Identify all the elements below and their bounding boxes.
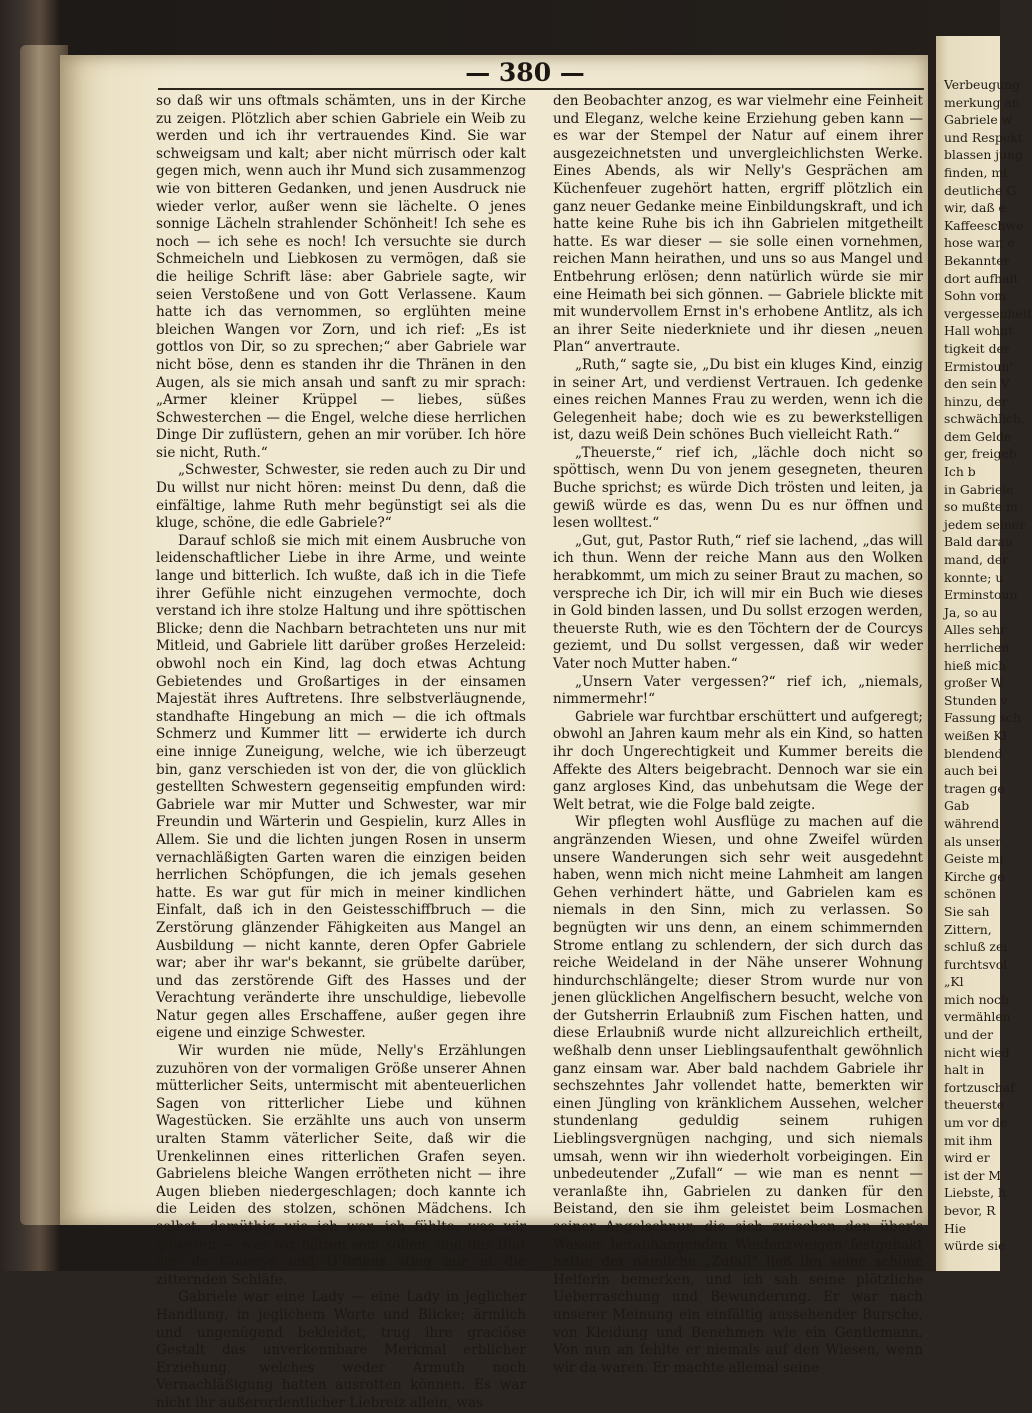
next-page-line: und der xyxy=(944,1027,994,1043)
next-page-line: mich noch xyxy=(944,991,1009,1007)
next-page-line: um vor de xyxy=(944,1115,1008,1131)
next-page-line: Hie xyxy=(944,1220,967,1236)
paragraph: Gabriele war eine Lady — eine Lady in jeglicher Handlung, in jeglichem Worte und Blicke; ärmlich und ungenügend bekleidet, trug ihre graciöse Gestalt das unverkennbare Merkmal erblicher Erziehung, welches weder Armuth noch Vernachläßigung hatten ausrotten können. Es war nicht ihr außerordentlicher Liebreiz allein, was xyxy=(156,1289,526,1411)
next-page-line: tigkeit der xyxy=(944,340,1010,356)
next-page-line: während xyxy=(944,815,1000,831)
next-page-line: Ermistoun' xyxy=(944,358,1013,374)
next-page-line: Liebste, h xyxy=(944,1185,1006,1201)
next-page-line: Zittern, xyxy=(944,921,992,937)
next-page-line: schwächlich, xyxy=(944,411,1025,427)
next-page-line: mand, der xyxy=(944,552,1009,568)
next-page-line: merkung an xyxy=(944,94,1020,110)
next-page-line: vermählen xyxy=(944,1009,1011,1025)
next-page-line: bevor, R xyxy=(944,1203,996,1218)
paragraph: so daß wir uns oftmals schämten, uns in der Kirche zu zeigen. Plötzlich aber schien Gabriele ein Weib zu werden und ich ihr vertrauendes Kind. Sie war schweigsam und kalt; aber nicht mürrisch oder kalt gegen mich, wenn auch ihr Mund sich zusammenzog wie von bitteren Gedanken, und jenen Ausdruck nie wieder verlor, außer wenn sie lächelte. O jenes sonnige Lächeln strahlender Schönheit! Ich sehe es noch — ich sehe es noch! Ich versuchte sie durch Schmeicheln und Liebkosen zu vermögen, daß sie die heilige Schrift läse: aber Gabriele sagte, wir seien Verstoßene und von Gott Verlassene. Kaum hatte ich das vernommen, so erglühten meine bleichen Wangen vor Zorn, und ich rief: „Es ist gottlos von Dir, so zu sprechen;“ aber Gabriele war nicht böse, denn es standen ihr die Thränen in den Augen, als sie mich ansah und sanft zu mir sprach: „Armer kleiner Krüppel — liebes, süßes Schwesterchen — die Engel, welche diese herrlichen Dinge Dir zuflüstern, gehen an mir vorüber. Ich höre sie nicht, Ruth.“ xyxy=(156,93,526,461)
next-page-line: Verbeugung xyxy=(944,77,1021,92)
paragraph: Gabriele war furchtbar erschüttert und aufgeregt; obwohl an Jahren kaum mehr als ein Kind, so hatten ihr doch Ungerechtigkeit und Kummer bereits die Affekte des Alters beigebracht. Dennoch war sie ein ganz argloses Kind, das unbehutsam die Wege der Welt betrat, wie die Folge bald zeigte. xyxy=(553,708,923,813)
next-page-line: finden, mi xyxy=(944,164,1008,180)
next-page-line: hieß mich xyxy=(944,657,1007,673)
next-page-line: theuerste xyxy=(944,1097,1005,1113)
next-page-line: wir, daß e xyxy=(944,200,1006,216)
paragraph: „Gut, gut, Pastor Ruth,“ rief sie lachend, „das will ich thun. Wenn der reiche Mann aus den Wolken herabkommt, um mich zu seiner Braut zu machen, so verspreche ich Dir, ich will mir ein Buch wie dieses in Gold binden lassen, und Du sollst erzogen werden, theuerste Ruth, wie es den Töchtern der de Courcys geziemt, und Du sollst vergessen, daß wir weder Vater noch Mutter haben.“ xyxy=(553,532,923,672)
next-page-line: in Gabriele xyxy=(944,481,1014,497)
next-page-line: fortzuschaf xyxy=(944,1079,1015,1095)
next-page-line: Ja, so au xyxy=(944,604,998,620)
paragraph: Darauf schloß sie mich mit einem Ausbruche von leidenschaftlicher Liebe in ihre Arme, und weinte lange und bitterlich. Ich wußte, daß ich in die Tiefe ihrer Gefühle nicht einzugehen vermochte, doch verstand ich ihre stolze Haltung und ihre spöttischen Blicke; denn die Nachbarn betrachteten uns nur mit Mitleid, und Gabriele litt darüber großes Herzeleid: obwohl noch ein Kind, lag doch etwas Achtung Gebietendes und Großartiges in der einsamen Majestät ihres Auftretens. Ihre selbstverläugnende, standhafte Hingebung an mich — die ich oftmals Schmerz und Kummer litt — erwiderte ich durch eine innige Zuneigung, welche, wie ich überzeugt bin, ganz verschieden ist von der, die von glücklich gestellten Schwestern gegenseitig empfunden wird: Gabriele war mir Mutter und Schwester, war mir Freundin und Wärterin und Gespielin, kurz Alles in Allem. Sie und die lichten jungen Rosen in unserm vernachläßigten Garten waren die einzigen beiden herrlichen Schöpfungen, die ich jemals gesehen hatte. Es war gut für mich in meiner kindlichen Einfalt, daß ich in den Geistesschiffbruch — die Zerstörung glänzender Fähigkeiten aus Mangel an Ausbildung — nicht kannte, deren Opfer Gabriele war; aber ihr war's bekannt, sie grübelte darüber, und das zerstörende Gift des Hasses und der Verachtung veränderte ihre unschuldige, liebevolle Natur gegen alles Erschaffene, außer gegen ihre eigene und einzige Schwester. xyxy=(156,532,526,1042)
next-page-line: weißen Kl xyxy=(944,727,1007,743)
next-page-line: Gabriele w xyxy=(944,112,1013,128)
next-page-line: Kirche ge xyxy=(944,868,1005,884)
next-page-line: Geiste mi xyxy=(944,851,1004,867)
next-page-line: den sein V xyxy=(944,376,1010,392)
next-page-line: großer W xyxy=(944,675,1004,691)
next-page-line: „Kl xyxy=(944,974,964,990)
next-page-line: Gab xyxy=(944,798,970,814)
next-page-line: Bekannter xyxy=(944,252,1010,268)
next-page-line: vergessenheit xyxy=(944,305,1032,321)
paragraph: „Unsern Vater vergessen?“ rief ich, „niemals, nimmermehr!“ xyxy=(553,673,923,708)
next-page-line: mit ihm xyxy=(944,1132,993,1148)
next-page-line: nicht wied xyxy=(944,1044,1010,1060)
next-page-line: Hall wohnt xyxy=(944,323,1014,339)
left-column xyxy=(156,93,526,1413)
next-page-line: ger, freigeb xyxy=(944,446,1017,462)
paragraph: „Schwester, Schwester, sie reden auch zu Dir und Du willst nur nicht hören: meinst Du denn, daß die einfältige, lahme Ruth mehr begünstigt sei als die kluge, schöne, die edle Gabriele?“ xyxy=(156,462,526,532)
next-page-line: hose war, e xyxy=(944,235,1015,251)
paragraph: Wir pflegten wohl Ausflüge zu machen auf die angränzenden Wiesen, und ohne Zweifel würden unsere Wanderungen sich sehr weit ausgedehnt haben, wenn mich nicht meine Lahmheit am langen Gehen verhindert hätte, und Gabrielen kam es niemals in den Sinn, mich zu verlassen. So begnügten wir uns denn, an einem schimmernden Strome entlang zu schlendern, der sich durch das reiche Weideland in der Nähe unserer Wohnung hindurchschlängelte; dieser Strom wurde nur von jenen glücklichen Angelfischern besucht, welche von der Gutsherrin Erlaubniß zum Fischen hatten, und diese Erlaubniß wurde nicht allzureichlich ertheilt, weßhalb denn unser Lieblingsaufenthalt gewöhnlich ganz einsam war. Aber bald nachdem Gabriele ihr sechszehntes Jahr vollendet hatte, bemerkten wir einen Jüngling von kränklichem Aussehen, welcher stundenlang geduldig seinem ruhigen Lieblingsvergnügen nachging, und sich niemals umsah, wenn wir ihn wiederholt vorbeigingen. Ein unbedeutender „Zufall“ — wie man es nennt — veranlaßte ihn, Gabrielen zu danken für den Beistand, den sie ihm geleistet beim Losmachen seiner Angelschnur, die sich zwischen den über's Wasser herabhängenden Weidenzweigen festgehakt hatte; der nämliche „Zufall“ ließ ihn seine schöne Helferin bemerken, und ich sah seine plötzliche Ueberraschung und Bewunderung. Er war nach unserer Meinung ein einfältig aussehender Bursche, von Kleidung und Benehmen wie ein Gentlemann. Von nun an fehlte er niemals auf den Wiesen, wenn wir da waren. Er machte allemal seine xyxy=(553,814,923,1376)
next-page-line: Sohn vom xyxy=(944,288,1007,304)
next-page-edge xyxy=(936,36,1032,1271)
next-page-line: wird er xyxy=(944,1150,990,1166)
next-page-line: dort aufhalt xyxy=(944,270,1019,286)
header-rule xyxy=(158,88,924,90)
next-page-line: herrlichen xyxy=(944,640,1010,655)
next-page-line: Fassung sch xyxy=(944,710,1021,726)
next-page-line: und Respekt xyxy=(944,129,1023,145)
next-page-line: Kaffeeschwe xyxy=(944,217,1024,233)
next-page-line: auch bei xyxy=(944,763,998,779)
next-page-line: ist der M xyxy=(944,1167,1002,1183)
next-page-line: furchtsvol xyxy=(944,956,1008,972)
next-page-line: blendend xyxy=(944,745,1003,761)
next-page-line: als unser xyxy=(944,833,1002,849)
paragraph: „Theuerste,“ rief ich, „lächle doch nicht so spöttisch, wenn Du von jenem gesegneten, theuren Buche sprichst; es würde Dich trösten und leiten, ja gewiß würde es das, wenn Du es nur öffnen und lesen wolltest.“ xyxy=(553,444,923,532)
next-page-line: würde sie xyxy=(944,1238,1006,1254)
paragraph: „Ruth,“ sagte sie, „Du bist ein kluges Kind, einzig in seiner Art, und verdienst Vertrauen. Ich gedenke eines reichen Mannes Frau zu werden, wenn ich die Gelegenheit habe; doch wie es zu bewerkstelligen ist, dazu weiß Dein schönes Buch vielleicht Rath.“ xyxy=(553,356,923,444)
next-page-fragments xyxy=(936,36,1032,1255)
next-page-line: dem Gelde xyxy=(944,428,1012,444)
next-page-line: deutliche G xyxy=(944,182,1017,198)
paragraph: den Beobachter anzog, es war vielmehr eine Feinheit und Eleganz, welche keine Erziehung geben kann — es war der Stempel der Natur auf einem ihrer ausgezeichnetsten und unvergleichlichsten Werke. Eines Abends, als wir Nelly's Gesprächen am Küchenfeuer zugehört hatten, ergriff plötzlich ein ganz neuer Gedanke meine Einbildungskraft, und ich hatte keine Ruhe bis ich ihn Gabrielen mitgetheilt hatte. Es war dieser — sie solle einen vornehmen, reichen Mann heirathen, und uns so aus Mangel und Entbehrung erlösen; denn natürlich würde sie mir eine Heimath bei sich gönnen. — Gabriele blickte mit mit wundervollem Ernst in's erhobene Antlitz, als ich an ihrer Seite niederkniete und ihr diesen „neuen Plan“ anvertraute. xyxy=(553,93,923,356)
next-page-line: blassen jung xyxy=(944,147,1023,163)
next-page-line: Alles sehr xyxy=(944,622,1007,638)
next-page-line: konnte; u xyxy=(944,569,1004,585)
page-number: — 380 — xyxy=(465,58,585,87)
next-page-line: Sie sah xyxy=(944,903,990,919)
next-page-line: so mußte m xyxy=(944,499,1018,515)
next-page-line: Ich b xyxy=(944,464,976,480)
next-page-line: schönen xyxy=(944,886,997,902)
next-page-line: hinzu, der xyxy=(944,393,1008,409)
next-page-line: jedem seiner xyxy=(944,516,1026,532)
next-page-line: tragen ge xyxy=(944,780,1005,796)
next-page-line: Bald darau xyxy=(944,534,1013,550)
right-column xyxy=(553,93,923,1377)
paragraph: Wir wurden nie müde, Nelly's Erzählungen zuzuhören von der vormaligen Größe unserer Ahnen mütterlicher Seits, untermischt mit abenteuerlichen Sagen von ritterlicher Liebe und kühnen Wagestücken. Sie erzählte uns auch von unserm uralten Stamm väterlicher Seite, daß wir die Urenkelinnen eines ritterlichen Grafen seyen. Gabrielens bleiche Wangen errötheten nicht — ihre Augen blieben niedergeschlagen; doch kannte ich die Leiden des stolzen, schönen Mädchens. Ich selbst, demüthig wie ich war, ich fühlte, was wir gewesen — was wir hätten sein sollen; und das Blut der de Courcys und O'Briens stieg mir in die zitternden Schläfe. xyxy=(156,1043,526,1288)
next-page-line: schluß zei xyxy=(944,939,1008,955)
next-page-line: Erminstoun xyxy=(944,587,1018,603)
next-page-line: Stunden v xyxy=(944,692,1008,708)
next-page-line: halt in xyxy=(944,1062,985,1078)
